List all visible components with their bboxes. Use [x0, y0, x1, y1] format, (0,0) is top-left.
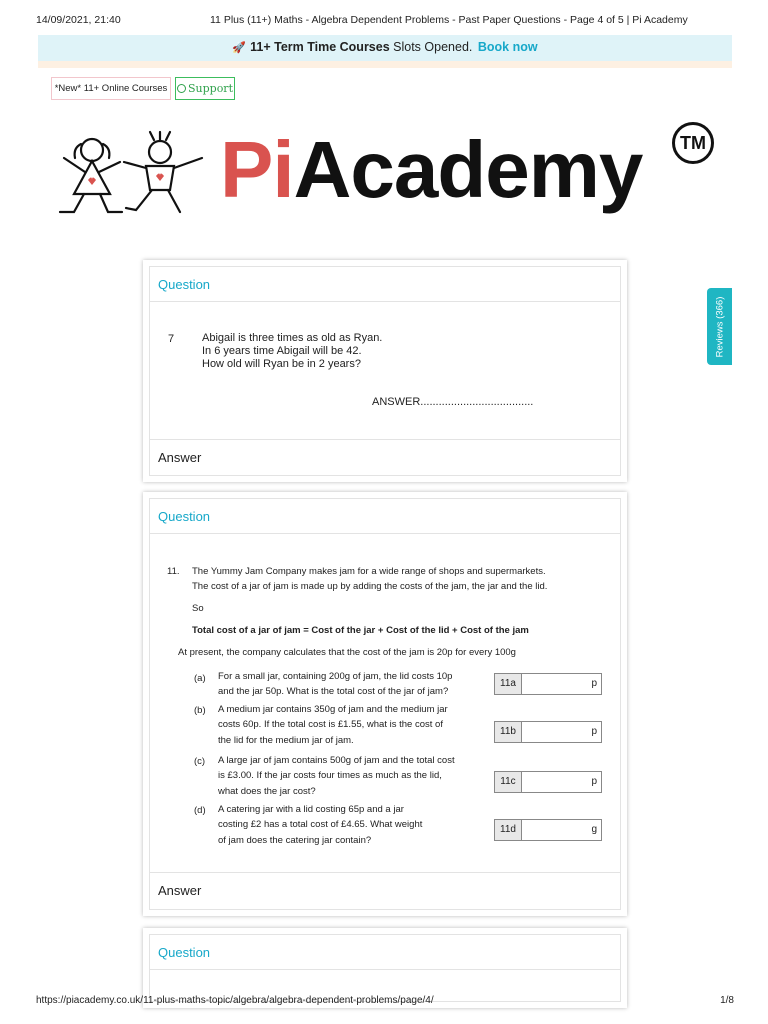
logo-wordmark[interactable]	[220, 120, 642, 220]
part-line: costing £2 has a total cost of £4.65. What weight	[218, 819, 423, 831]
part-letter: (a)	[194, 673, 206, 684]
part-line: For a small jar, containing 200g of jam, the lid costs 10p	[218, 671, 453, 682]
logo-figures	[52, 128, 212, 220]
question-number: 7	[168, 333, 175, 345]
part-text	[218, 702, 448, 748]
answer-toggle[interactable]: Answer	[158, 450, 202, 465]
intro-line: The cost of a jar of jam is made up by adding the costs of the jam, the jar and the lid.	[192, 581, 548, 592]
answer-box-label: 11a	[495, 674, 522, 694]
answer-box-unit: g	[591, 824, 597, 835]
question-card-inner	[149, 934, 621, 1002]
part-text	[218, 669, 452, 700]
support-label: Support	[187, 82, 233, 95]
answer-toggle[interactable]: Answer	[158, 883, 202, 898]
answer-box-unit: p	[591, 678, 597, 689]
part-line: A medium jar contains 350g of jam and the medium jar	[218, 704, 448, 715]
question-line: Abigail is three times as old as Ryan.	[202, 332, 383, 344]
logo-pi: Pi	[220, 125, 294, 214]
reviews-tab[interactable]	[707, 288, 732, 365]
part-letter: (d)	[194, 805, 206, 816]
rocket-icon: 🚀	[232, 42, 247, 54]
divider	[150, 969, 620, 970]
part-line: what does the jar cost?	[218, 785, 316, 797]
part-line: A large jar of jam contains 500g of jam and the total cost	[218, 755, 455, 766]
question-line: In 6 years time Abigail will be 42.	[202, 345, 362, 357]
question-text	[202, 332, 382, 371]
question-card-inner	[149, 498, 621, 910]
whatsapp-icon	[177, 84, 186, 93]
question-label: Question	[158, 277, 211, 292]
part-line: A catering jar with a lid costing 65p and a jar	[218, 804, 404, 815]
print-page-title: 11 Plus (11+) Maths - Algebra Dependent Problems - Past Paper Questions - Page 4 of 5 | Pi Academy	[210, 14, 688, 26]
part-line: the lid for the medium jar of jam.	[218, 734, 354, 746]
answer-box-11b	[494, 721, 602, 743]
question-line: How old will Ryan be in 2 years?	[202, 358, 361, 370]
answer-box-11d	[494, 819, 602, 841]
print-url: https://piacademy.co.uk/11-plus-maths-topic/algebra/algebra-dependent-problems/page/4/	[36, 995, 434, 1006]
answer-box-unit: p	[591, 726, 597, 737]
reviews-label: Reviews (366)	[714, 296, 725, 357]
part-text	[218, 753, 455, 799]
part-line: is £3.00. If the jar costs four times as much as the lid,	[218, 770, 442, 782]
intro-line: The Yummy Jam Company makes jam for a wide range of shops and supermarkets.	[192, 566, 546, 577]
part-text	[218, 802, 422, 848]
answer-box-11a	[494, 673, 602, 695]
online-courses-button[interactable]: *New* 11+ Online Courses	[51, 77, 171, 100]
banner-bold-text: 11+ Term Time Courses	[250, 40, 390, 54]
banner-text: Slots Opened.	[389, 40, 476, 54]
part-line: of jam does the catering jar contain?	[218, 834, 372, 846]
question-card-7	[143, 260, 627, 482]
logo-academy: Academy	[293, 125, 643, 214]
part-line: and the jar 50p. What is the total cost of the jar of jam?	[218, 686, 449, 698]
answer-box-label: 11c	[495, 772, 522, 792]
question-card-inner	[149, 266, 621, 476]
part-letter: (c)	[194, 756, 206, 767]
divider	[150, 439, 620, 440]
answer-line: ANSWER.....................................	[372, 396, 534, 408]
answer-box-label: 11b	[495, 722, 522, 742]
trademark-badge: TM	[672, 122, 714, 164]
announcement-banner	[38, 35, 732, 61]
formula-text: Total cost of a jar of jam = Cost of the jar + Cost of the lid + Cost of the jam	[192, 625, 529, 636]
banner-strip	[38, 61, 732, 68]
answer-box-unit: p	[591, 776, 597, 787]
part-letter: (b)	[194, 705, 206, 716]
support-button[interactable]	[175, 77, 235, 100]
print-page-number: 1/8	[720, 995, 734, 1006]
answer-box-label: 11d	[495, 820, 522, 840]
print-timestamp: 14/09/2021, 21:40	[36, 14, 121, 26]
so-text: So	[192, 603, 204, 614]
answer-box-11c	[494, 771, 602, 793]
question-number: 11.	[167, 566, 180, 577]
book-now-link[interactable]: Book now	[477, 40, 538, 54]
present-text: At present, the company calculates that the cost of the jam is 20p for every 100g	[178, 647, 516, 658]
question-label: Question	[158, 509, 211, 524]
part-line: costs 60p. If the total cost is £1.55, what is the cost of	[218, 719, 443, 731]
divider	[150, 533, 620, 534]
question-label: Question	[158, 945, 211, 960]
divider	[150, 872, 620, 873]
divider	[150, 301, 620, 302]
question-card-11	[143, 492, 627, 916]
